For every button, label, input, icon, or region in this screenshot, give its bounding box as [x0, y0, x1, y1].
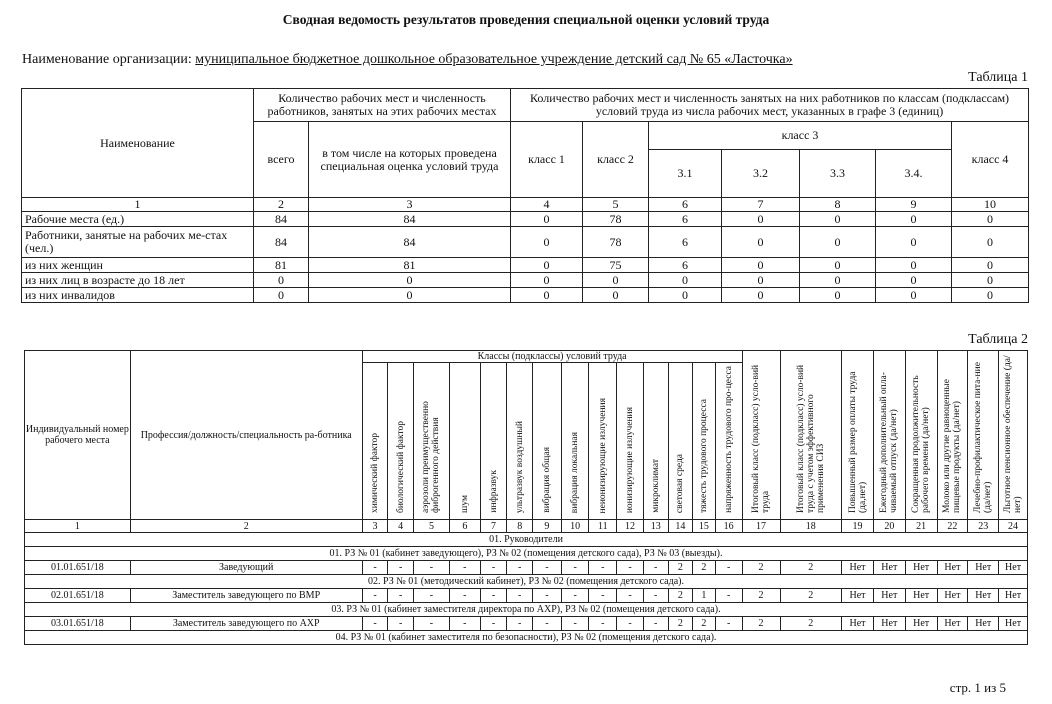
- column-number: 7: [722, 198, 800, 212]
- header-summary-5: Молоко или другие равноценные пищевые продукты (да/нет): [937, 351, 968, 520]
- summary-value: Нет: [937, 617, 968, 631]
- row-value: 0: [511, 273, 583, 288]
- column-number: 4: [388, 520, 414, 533]
- factor-header-10: [643, 363, 668, 520]
- column-numbers-row: [22, 198, 1029, 212]
- table2-label: Таблица 2: [968, 332, 1028, 347]
- factor-value: -: [533, 589, 562, 603]
- column-number: 2: [130, 520, 362, 533]
- row-value: 0: [722, 212, 800, 227]
- summary-table-1: [21, 88, 1029, 303]
- workplace-note-row: [25, 603, 1028, 617]
- table-row: [22, 258, 1029, 273]
- header-3-2: 3.2: [722, 150, 800, 198]
- factor-value: 2: [693, 617, 716, 631]
- summary-value: Нет: [999, 561, 1028, 575]
- header-summary-6: Лечебно-профилактическое пита-ние (да/нет): [968, 351, 999, 520]
- header-count: Количество рабочих мест и численность работников, занятых на этих рабочих местах: [254, 89, 511, 122]
- workplace-id: 01.01.651/18: [25, 561, 131, 575]
- column-number: 10: [561, 520, 589, 533]
- table-row: [25, 617, 1028, 631]
- row-value: 84: [309, 212, 511, 227]
- factor-value: 1: [693, 589, 716, 603]
- profession: Заведующий: [130, 561, 362, 575]
- row-value: 0: [952, 227, 1029, 258]
- column-number: 5: [414, 520, 450, 533]
- factor-value: -: [414, 589, 450, 603]
- factor-value: -: [362, 617, 388, 631]
- workplace-note-row: [25, 547, 1028, 561]
- row-value: 0: [649, 288, 722, 303]
- row-value: 0: [583, 273, 649, 288]
- column-number: 4: [511, 198, 583, 212]
- column-numbers-row: [25, 520, 1028, 533]
- factor-header-text: аэрозоли преимущественно фиброгенного действия: [421, 401, 442, 513]
- header-3-4: 3.4.: [876, 150, 952, 198]
- header-class4: класс 4: [952, 122, 1029, 198]
- page-number: стр. 1 из 5: [949, 680, 1006, 695]
- row-value: 0: [309, 273, 511, 288]
- factor-value: -: [589, 617, 617, 631]
- row-value: 0: [952, 288, 1029, 303]
- row-value: 0: [800, 258, 876, 273]
- factor-header-8: [589, 363, 617, 520]
- factor-value: -: [561, 617, 589, 631]
- column-number: 21: [905, 520, 937, 533]
- header-summary-2: Повышенный размер оплаты труда (да,нет): [842, 351, 874, 520]
- factor-header-text: вибрация локальная: [570, 431, 581, 513]
- column-number: 6: [449, 520, 480, 533]
- factor-header-text: вибрация общая: [541, 447, 552, 513]
- factor-header-3: [449, 363, 480, 520]
- row-value: 0: [722, 273, 800, 288]
- factor-header-text: тяжесть трудового процесса: [698, 399, 709, 513]
- table-row: [22, 288, 1029, 303]
- factor-header-5: [507, 363, 533, 520]
- factor-value: -: [388, 617, 414, 631]
- column-number: 17: [742, 520, 780, 533]
- header-total: всего: [254, 122, 309, 198]
- workplace-id: 02.01.651/18: [25, 589, 131, 603]
- header-summary-7: Льготное пенсионное обеспечение (да/нет): [999, 351, 1028, 520]
- row-value: 0: [876, 288, 952, 303]
- column-number: 8: [507, 520, 533, 533]
- page-title: Сводная ведомость результатов проведения специальной оценки условий труда: [282, 12, 770, 27]
- summary-value: Нет: [999, 617, 1028, 631]
- factor-header-4: [480, 363, 507, 520]
- factor-header-9: [617, 363, 644, 520]
- header-class2: класс 2: [583, 122, 649, 198]
- header-workplace-id: Индивидуальный номер рабочего места: [25, 351, 131, 520]
- summary-value: Нет: [842, 561, 874, 575]
- row-value: 0: [722, 288, 800, 303]
- factor-value: -: [715, 561, 742, 575]
- row-value: 0: [876, 212, 952, 227]
- workplace-note-row: [25, 631, 1028, 645]
- table-row: [25, 589, 1028, 603]
- summary-value: Нет: [905, 561, 937, 575]
- row-value: 6: [649, 258, 722, 273]
- row-value: 0: [876, 227, 952, 258]
- factor-header-text: инфразвук: [488, 470, 499, 513]
- factor-value: -: [617, 617, 644, 631]
- column-number: 1: [25, 520, 131, 533]
- row-value: 0: [511, 212, 583, 227]
- factor-header-text: световая среда: [675, 453, 686, 513]
- workplace-id: 03.01.651/18: [25, 617, 131, 631]
- factor-header-text: шум: [459, 495, 470, 513]
- column-number: 1: [22, 198, 254, 212]
- table-row: [22, 273, 1029, 288]
- factor-value: -: [643, 589, 668, 603]
- factor-value: -: [617, 589, 644, 603]
- column-number: 3: [362, 520, 388, 533]
- factor-value: -: [507, 561, 533, 575]
- summary-value: 2: [780, 589, 842, 603]
- column-number: 3: [309, 198, 511, 212]
- summary-value: Нет: [968, 617, 999, 631]
- row-value: 0: [649, 273, 722, 288]
- header-summary-3: Ежегодный дополнительный опла-чиваемый отпуск (да/нет): [873, 351, 905, 520]
- factor-header-11: [668, 363, 693, 520]
- row-name: Работники, занятые на рабочих ме-стах (чел.): [22, 227, 254, 258]
- factor-header-6: [533, 363, 562, 520]
- factor-value: -: [480, 589, 507, 603]
- row-value: 6: [649, 212, 722, 227]
- factor-value: -: [388, 561, 414, 575]
- table-row: [22, 227, 1029, 258]
- column-number: 24: [999, 520, 1028, 533]
- factor-header-13: [715, 363, 742, 520]
- header-summary-1: Итоговый класс (подкласс) усло-вий труда с учетом эффективного применения СИЗ: [780, 351, 842, 520]
- factor-value: -: [507, 589, 533, 603]
- row-value: 0: [511, 258, 583, 273]
- summary-value: 2: [742, 617, 780, 631]
- column-number: 9: [533, 520, 562, 533]
- factor-value: -: [480, 561, 507, 575]
- factor-value: -: [362, 589, 388, 603]
- row-value: 0: [722, 258, 800, 273]
- summary-value: Нет: [873, 617, 905, 631]
- summary-value: Нет: [968, 561, 999, 575]
- factor-value: -: [561, 561, 589, 575]
- summary-value: Нет: [842, 617, 874, 631]
- row-value: 0: [952, 212, 1029, 227]
- row-value: 78: [583, 212, 649, 227]
- column-number: 6: [649, 198, 722, 212]
- row-value: 84: [254, 212, 309, 227]
- summary-value: Нет: [999, 589, 1028, 603]
- header-class3: класс 3: [649, 122, 952, 150]
- organization-label: Наименование организации:: [22, 52, 192, 67]
- row-value: 0: [800, 212, 876, 227]
- factor-value: -: [449, 589, 480, 603]
- factor-value: 2: [668, 561, 693, 575]
- summary-value: Нет: [905, 589, 937, 603]
- row-value: 6: [649, 227, 722, 258]
- row-name: из них женщин: [22, 258, 254, 273]
- factor-value: -: [480, 617, 507, 631]
- row-value: 84: [254, 227, 309, 258]
- row-value: 0: [309, 288, 511, 303]
- table-row: [22, 212, 1029, 227]
- summary-value: Нет: [968, 589, 999, 603]
- row-value: 81: [254, 258, 309, 273]
- factor-header-text: микроклимат: [650, 459, 661, 513]
- summary-value: Нет: [905, 617, 937, 631]
- column-number: 14: [668, 520, 693, 533]
- factor-value: -: [362, 561, 388, 575]
- factor-value: -: [715, 617, 742, 631]
- column-number: 16: [715, 520, 742, 533]
- column-number: 23: [968, 520, 999, 533]
- organization-value: муниципальное бюджетное дошкольное образовательное учреждение детский сад № 65 «Ласточка»: [195, 52, 793, 67]
- row-value: 0: [800, 273, 876, 288]
- summary-value: 2: [742, 589, 780, 603]
- organization-line: [22, 52, 793, 68]
- column-number: 20: [873, 520, 905, 533]
- header-assessed: в том числе на которых проведена специальная оценка условий труда: [309, 122, 511, 198]
- factor-value: -: [449, 561, 480, 575]
- row-value: 0: [583, 288, 649, 303]
- factor-value: -: [507, 617, 533, 631]
- row-value: 78: [583, 227, 649, 258]
- factor-value: 2: [693, 561, 716, 575]
- factor-value: -: [617, 561, 644, 575]
- factor-value: -: [561, 589, 589, 603]
- row-value: 81: [309, 258, 511, 273]
- row-value: 0: [511, 288, 583, 303]
- workplace-note: 04. РЗ № 01 (кабинет заместителя по безопасности), РЗ № 02 (помещения детского сада).: [25, 631, 1028, 645]
- summary-value: 2: [780, 617, 842, 631]
- factor-value: -: [533, 617, 562, 631]
- header-3-1: 3.1: [649, 150, 722, 198]
- workplace-note: 02. РЗ № 01 (методический кабинет), РЗ № 02 (помещения детского сада).: [25, 575, 1028, 589]
- workplace-note-row: [25, 575, 1028, 589]
- summary-value: Нет: [873, 589, 905, 603]
- header-work-condition-classes: Классы (подклассы) условий труда: [362, 351, 742, 363]
- header-class1: класс 1: [511, 122, 583, 198]
- summary-value: 2: [780, 561, 842, 575]
- row-value: 0: [952, 258, 1029, 273]
- row-value: 0: [800, 288, 876, 303]
- factor-value: -: [643, 617, 668, 631]
- row-value: 0: [722, 227, 800, 258]
- workplace-note: 03. РЗ № 01 (кабинет заместителя директора по АХР), РЗ № 02 (помещения детского сада).: [25, 603, 1028, 617]
- header-summary-0: Итоговый класс (подкласс) усло-вий труда: [742, 351, 780, 520]
- factor-header-2: [414, 363, 450, 520]
- row-name: из них инвалидов: [22, 288, 254, 303]
- factor-header-7: [561, 363, 589, 520]
- row-value: 0: [254, 288, 309, 303]
- row-value: 0: [876, 258, 952, 273]
- factor-value: -: [715, 589, 742, 603]
- detail-table-2: [24, 350, 1028, 645]
- factor-header-text: химический фактор: [370, 433, 381, 513]
- header-profession: Профессия/должность/специальность ра-ботника: [130, 351, 362, 520]
- column-number: 10: [952, 198, 1029, 212]
- column-number: 9: [876, 198, 952, 212]
- factor-header-0: [362, 363, 388, 520]
- table-row: [25, 561, 1028, 575]
- factor-value: -: [449, 617, 480, 631]
- column-number: 19: [842, 520, 874, 533]
- row-value: 0: [511, 227, 583, 258]
- factor-header-text: напряженность трудового про-цесса: [723, 366, 734, 513]
- summary-value: Нет: [937, 589, 968, 603]
- factor-value: 2: [668, 589, 693, 603]
- header-name: Наименование: [22, 89, 254, 198]
- header-classes: Количество рабочих мест и численность занятых на них работников по классам (подклассам) условий труда из числа рабочих мест, указанных в графе 3 (единиц): [511, 89, 1029, 122]
- factor-value: -: [414, 617, 450, 631]
- header-3-3: 3.3: [800, 150, 876, 198]
- row-value: 0: [876, 273, 952, 288]
- column-number: 12: [617, 520, 644, 533]
- factor-value: 2: [668, 617, 693, 631]
- profession: Заместитель заведующего по ВМР: [130, 589, 362, 603]
- factor-header-1: [388, 363, 414, 520]
- column-number: 5: [583, 198, 649, 212]
- column-number: 11: [589, 520, 617, 533]
- column-number: 2: [254, 198, 309, 212]
- summary-value: Нет: [842, 589, 874, 603]
- profession: Заместитель заведующего по АХР: [130, 617, 362, 631]
- factor-header-text: ионизирующие излучения: [625, 406, 636, 513]
- column-number: 13: [643, 520, 668, 533]
- summary-value: 2: [742, 561, 780, 575]
- header-summary-4: Сокращенная продолжительность рабочего времени (да/нет): [905, 351, 937, 520]
- column-number: 7: [480, 520, 507, 533]
- section-heading: 01. Руководители: [25, 533, 1028, 547]
- table1-label: Таблица 1: [968, 70, 1028, 85]
- workplace-note: 01. РЗ № 01 (кабинет заведующего), РЗ № 02 (помещения детского сада), РЗ № 03 (выезды).: [25, 547, 1028, 561]
- row-name: из них лиц в возрасте до 18 лет: [22, 273, 254, 288]
- row-value: 84: [309, 227, 511, 258]
- summary-value: Нет: [873, 561, 905, 575]
- row-value: 0: [254, 273, 309, 288]
- factor-header-text: ультразвук воздушный: [514, 420, 525, 513]
- factor-value: -: [589, 561, 617, 575]
- row-value: 75: [583, 258, 649, 273]
- factor-value: -: [589, 589, 617, 603]
- row-value: 0: [952, 273, 1029, 288]
- factor-header-text: биологический фактор: [395, 420, 406, 513]
- factor-header-text: неионизирующие излучения: [597, 397, 608, 513]
- factor-value: -: [533, 561, 562, 575]
- factor-value: -: [414, 561, 450, 575]
- factor-value: -: [388, 589, 414, 603]
- factor-value: -: [643, 561, 668, 575]
- row-value: 0: [800, 227, 876, 258]
- summary-value: Нет: [937, 561, 968, 575]
- column-number: 18: [780, 520, 842, 533]
- column-number: 8: [800, 198, 876, 212]
- column-number: 15: [693, 520, 716, 533]
- column-number: 22: [937, 520, 968, 533]
- factor-header-12: [693, 363, 716, 520]
- row-name: Рабочие места (ед.): [22, 212, 254, 227]
